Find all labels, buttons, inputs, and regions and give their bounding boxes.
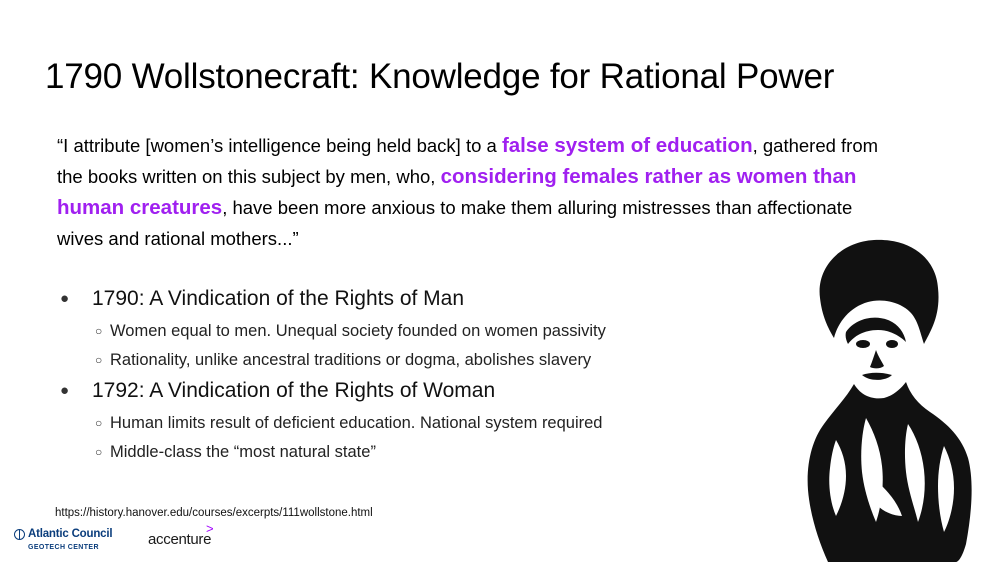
list-item-label: Women equal to men. Unequal society founded on women passivity bbox=[110, 322, 606, 340]
list-item bbox=[50, 409, 770, 437]
list-item bbox=[50, 375, 770, 407]
list-item-label: Middle-class the “most natural state” bbox=[110, 443, 376, 461]
list-item-label: 1790: A Vindication of the Rights of Man bbox=[92, 287, 465, 310]
accenture-logo bbox=[148, 521, 214, 548]
page-title: 1790 Wollstonecraft: Knowledge for Rational Power bbox=[45, 57, 835, 96]
list-item bbox=[50, 317, 770, 345]
list-item-label: 1792: A Vindication of the Rights of Woman bbox=[92, 379, 496, 402]
accenture-arrow-icon: > bbox=[206, 521, 214, 536]
quote-highlight-2: considering females rather as women than human creatures bbox=[57, 165, 857, 219]
list-item-label: Human limits result of deficient education. National system required bbox=[110, 414, 603, 432]
quote-highlight-1: false system of education bbox=[501, 134, 753, 157]
list-item bbox=[50, 346, 770, 374]
quote-part-2: , gathered from the books written on this subject by men, who, bbox=[57, 135, 879, 187]
bullet-list bbox=[50, 283, 770, 467]
globe-icon bbox=[14, 529, 25, 540]
list-item-label: Rationality, unlike ancestral traditions or dogma, abolishes slavery bbox=[110, 351, 592, 369]
bullet-marker-icon: ● bbox=[60, 382, 70, 399]
list-item bbox=[50, 438, 770, 466]
sub-bullet-marker-icon: ○ bbox=[95, 353, 103, 367]
list-item bbox=[50, 283, 770, 315]
accenture-name: accenture bbox=[148, 531, 212, 548]
quote-part-3: , have been more anxious to make them alluring mistresses than affectionate wives and rational mothers...” bbox=[57, 197, 853, 249]
atlantic-council-name: Atlantic Council bbox=[28, 528, 113, 540]
bullet-marker-icon: ● bbox=[60, 290, 70, 307]
quote-part-1: “I attribute [women’s intelligence being held back] to a bbox=[57, 135, 502, 156]
atlantic-council-subtitle: GEOTECH CENTER bbox=[28, 543, 99, 551]
sub-bullet-marker-icon: ○ bbox=[95, 324, 103, 338]
sub-bullet-marker-icon: ○ bbox=[95, 445, 103, 459]
mary-wollstonecraft-portrait bbox=[758, 232, 988, 562]
sub-bullet-marker-icon: ○ bbox=[95, 416, 103, 430]
atlantic-council-logo bbox=[14, 529, 112, 551]
source-url[interactable]: https://history.hanover.edu/courses/excerpts/111wollstone.html bbox=[55, 507, 373, 519]
